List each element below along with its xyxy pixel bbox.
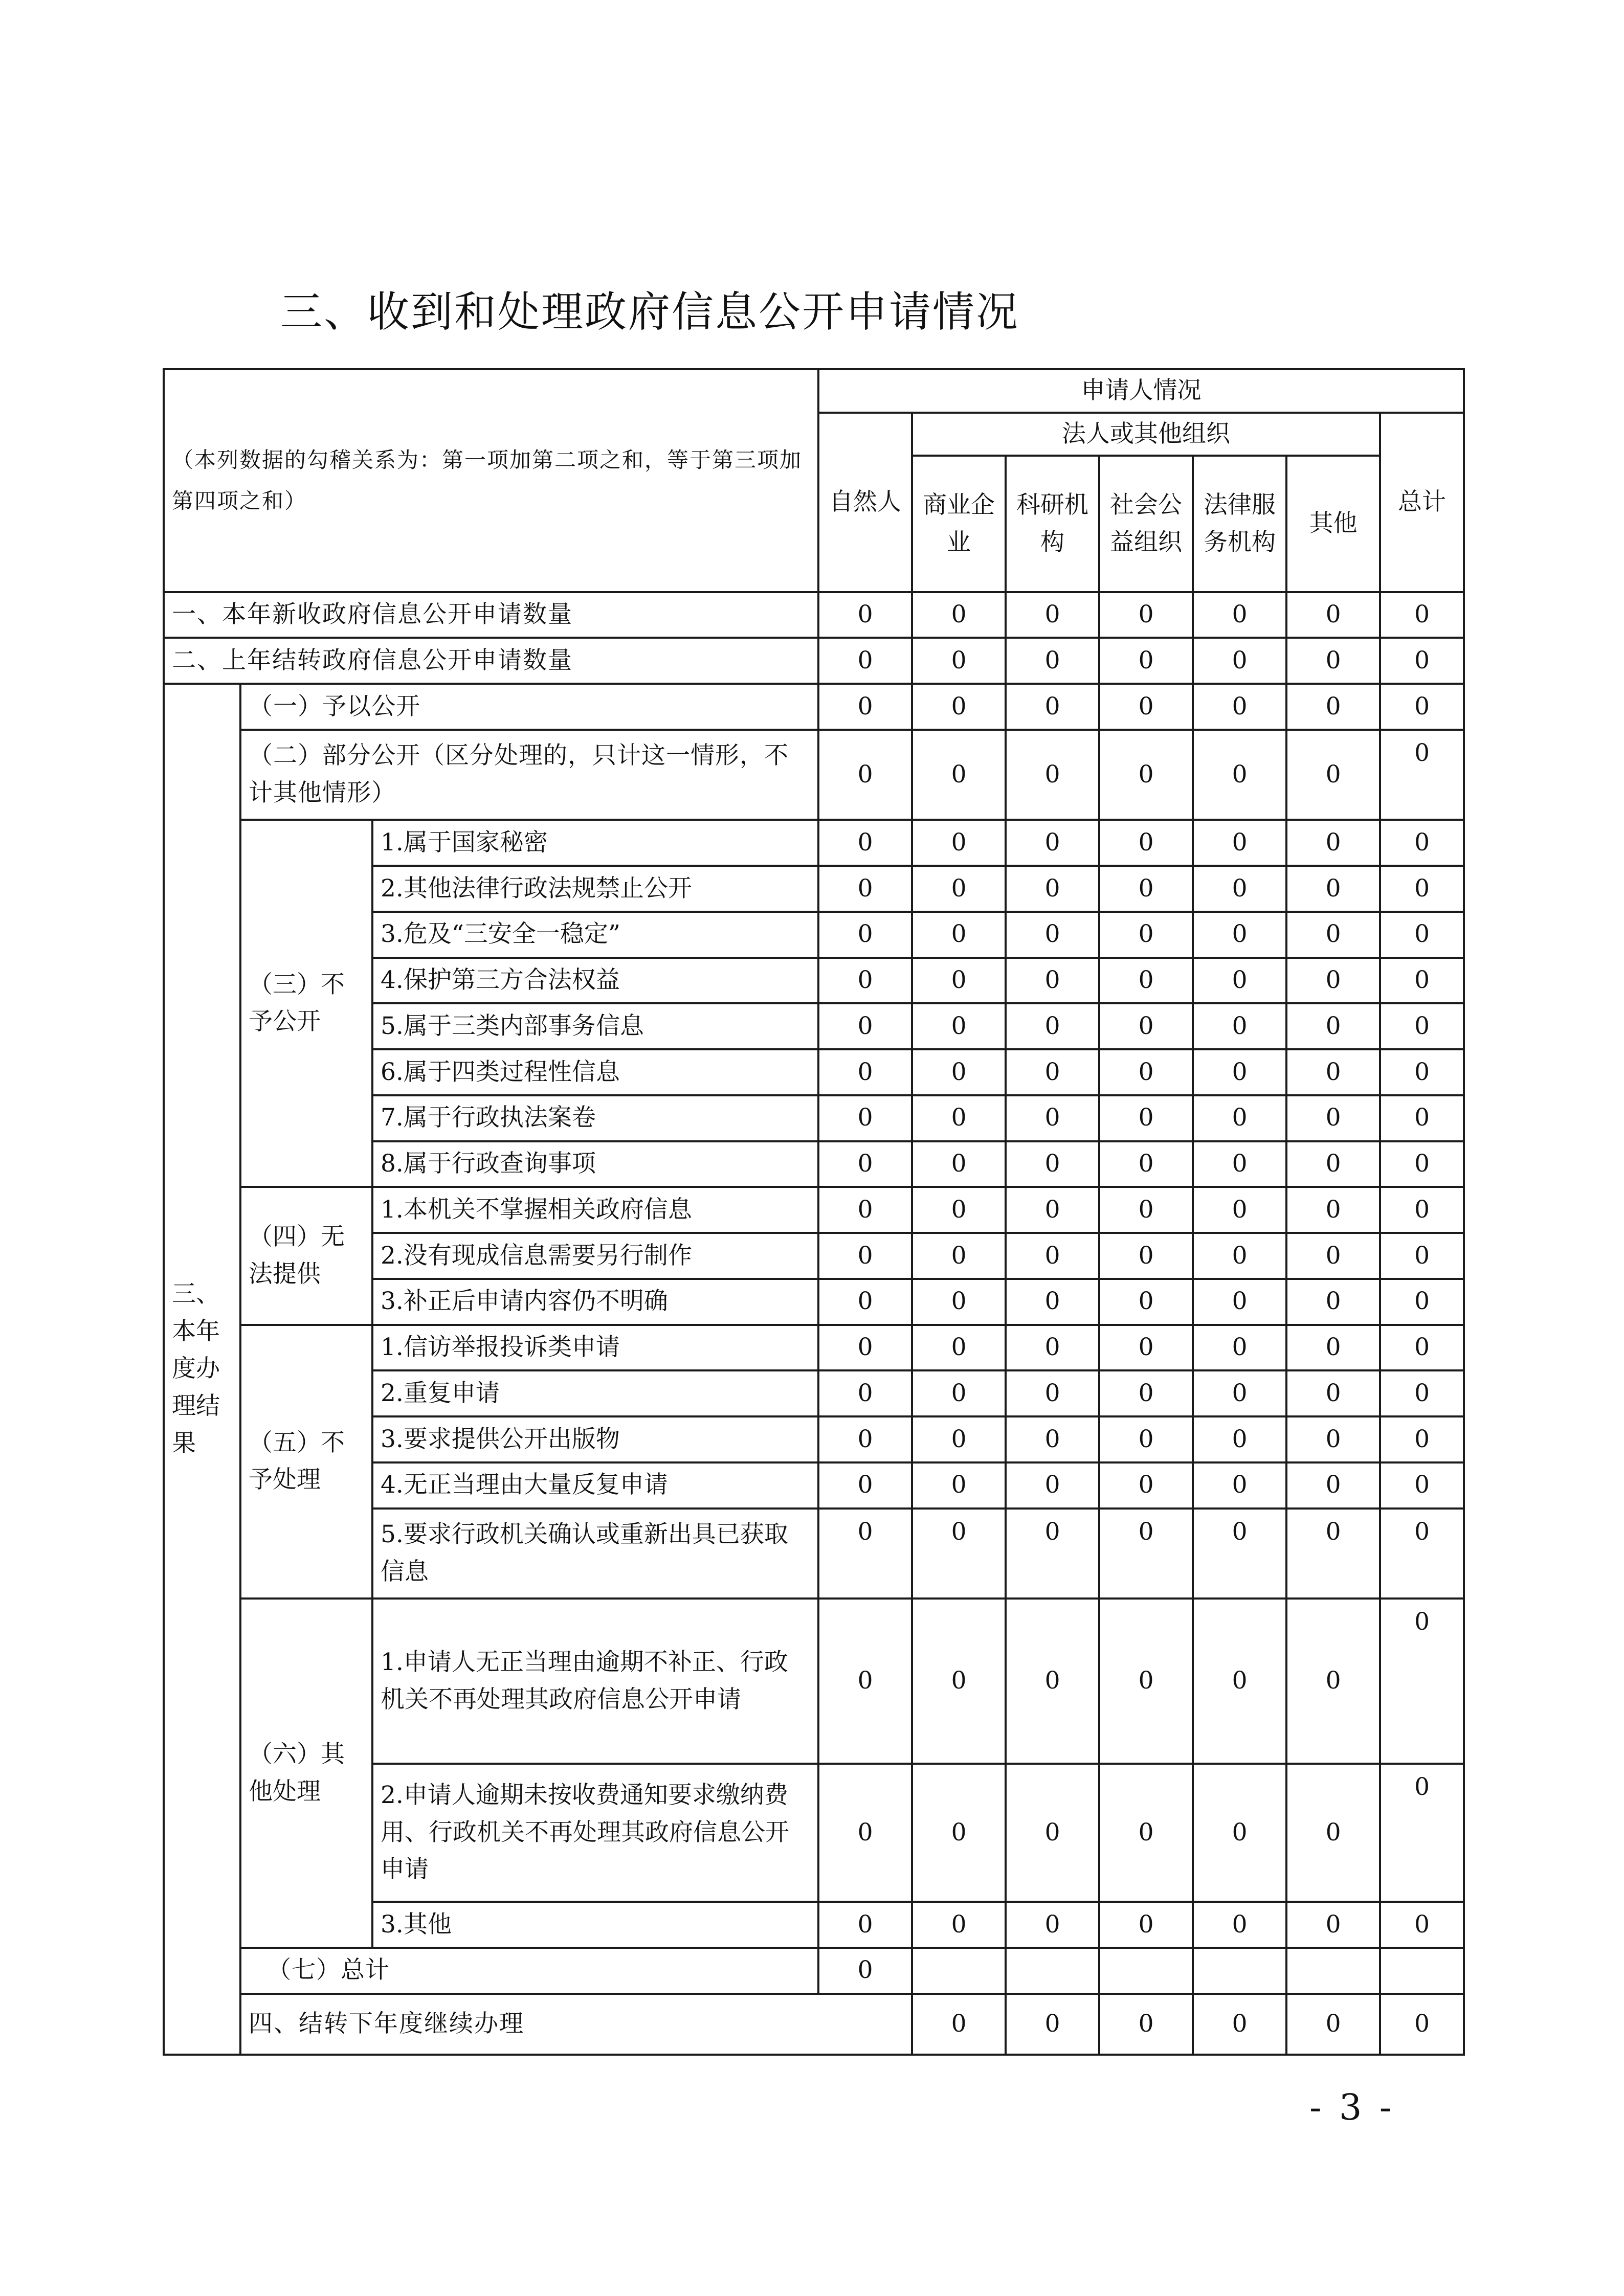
- cell-value: 0: [912, 1325, 1006, 1371]
- cell-value: 0: [1286, 958, 1380, 1004]
- cell-value: 0: [1099, 730, 1193, 820]
- row-label: 5.要求行政机关确认或重新出具已获取信息: [372, 1509, 818, 1599]
- cell-value: 0: [818, 1948, 912, 1994]
- cell-value: 0: [912, 1049, 1006, 1095]
- cell-value: 0: [818, 1416, 912, 1462]
- cell-value: 0: [1006, 1141, 1099, 1187]
- cell-value: 0: [1286, 1416, 1380, 1462]
- cell-value: 0: [912, 1279, 1006, 1325]
- cell-empty: [1099, 1948, 1193, 1994]
- cell-value: 0: [1099, 1279, 1193, 1325]
- table-note: （本列数据的勾稽关系为：第一项加第二项之和，等于第三项加第四项之和）: [164, 369, 818, 592]
- cell-value: 0: [1380, 1233, 1464, 1279]
- cell-value: 0: [1380, 958, 1464, 1004]
- cell-value: 0: [912, 1902, 1006, 1948]
- row-label: 8.属于行政查询事项: [372, 1141, 818, 1187]
- cell-value: 0: [1380, 912, 1464, 958]
- cell-value: 0: [1099, 1233, 1193, 1279]
- row-label: （二）部分公开（区分处理的，只计这一情形，不计其他情形）: [240, 730, 818, 820]
- cell-value: 0: [1286, 820, 1380, 866]
- cell-value: 0: [1099, 1003, 1193, 1049]
- cell-value: 0: [1006, 958, 1099, 1004]
- cell-value: 0: [1286, 1370, 1380, 1416]
- cell-value: 0: [818, 592, 912, 638]
- cell-value: 0: [1006, 1003, 1099, 1049]
- cell-value: 0: [1193, 638, 1286, 684]
- cell-value: 0: [1286, 1509, 1380, 1599]
- cell-value: 0: [1380, 1141, 1464, 1187]
- cell-value: 0: [1099, 1187, 1193, 1233]
- cell-value: 0: [1193, 820, 1286, 866]
- cell-value: 0: [1006, 684, 1099, 730]
- row-label: 4.保护第三方合法权益: [372, 958, 818, 1004]
- group-cannot-provide: （四）无法提供: [240, 1187, 372, 1324]
- cell-value: 0: [1193, 1994, 1286, 2055]
- cell-value: 0: [1380, 1325, 1464, 1371]
- cell-value: 0: [1286, 1141, 1380, 1187]
- cell-value: 0: [1099, 912, 1193, 958]
- cell-value: 0: [818, 1599, 912, 1764]
- cell-value: 0: [912, 1233, 1006, 1279]
- cell-value: 0: [1193, 1416, 1286, 1462]
- cell-value: 0: [1193, 1233, 1286, 1279]
- cell-value: 0: [912, 1095, 1006, 1141]
- cell-value: 0: [818, 730, 912, 820]
- cell-value: 0: [1286, 1764, 1380, 1902]
- cell-value: 0: [1099, 958, 1193, 1004]
- cell-value: 0: [1286, 1187, 1380, 1233]
- cell-value: 0: [818, 1049, 912, 1095]
- cell-value: 0: [818, 1764, 912, 1902]
- cell-value: 0: [1006, 638, 1099, 684]
- cell-value: 0: [1193, 1141, 1286, 1187]
- row-label: 3.危及“三安全一稳定”: [372, 912, 818, 958]
- row-label: 1.本机关不掌握相关政府信息: [372, 1187, 818, 1233]
- cell-value: 0: [818, 1003, 912, 1049]
- cell-value: 0: [1193, 958, 1286, 1004]
- header-total: 总计: [1380, 413, 1464, 592]
- row-label: 2.没有现成信息需要另行制作: [372, 1233, 818, 1279]
- cell-value: 0: [818, 1902, 912, 1948]
- cell-value: 0: [1006, 730, 1099, 820]
- cell-value: 0: [1380, 1416, 1464, 1462]
- row-label: 2.其他法律行政法规禁止公开: [372, 866, 818, 912]
- row-label: 四、结转下年度继续办理: [240, 1994, 912, 2055]
- cell-value: 0: [1286, 1003, 1380, 1049]
- cell-value: 0: [1099, 1902, 1193, 1948]
- group-other-processing: （六）其他处理: [240, 1599, 372, 1948]
- cell-value: 0: [1380, 1003, 1464, 1049]
- row-label: 4.无正当理由大量反复申请: [372, 1462, 818, 1509]
- cell-value: 0: [1006, 1902, 1099, 1948]
- cell-value: 0: [912, 592, 1006, 638]
- cell-value: 0: [912, 684, 1006, 730]
- group-not-disclosed: （三）不予公开: [240, 820, 372, 1187]
- cell-value: 0: [1193, 1764, 1286, 1902]
- cell-value: 0: [912, 1370, 1006, 1416]
- cell-value: 0: [912, 1141, 1006, 1187]
- cell-value: 0: [1006, 1325, 1099, 1371]
- cell-value: 0: [1380, 1279, 1464, 1325]
- cell-value: 0: [912, 1764, 1006, 1902]
- cell-value: 0: [1006, 820, 1099, 866]
- cell-value: 0: [912, 1462, 1006, 1509]
- cell-value: 0: [1286, 1902, 1380, 1948]
- table-row: [164, 684, 1464, 730]
- cell-value: 0: [1006, 1764, 1099, 1902]
- cell-value: 0: [1380, 1370, 1464, 1416]
- cell-value: 0: [818, 1325, 912, 1371]
- cell-value: 0: [1380, 1509, 1464, 1599]
- row-label: 1.申请人无正当理由逾期不补正、行政机关不再处理其政府信息公开申请: [372, 1599, 818, 1764]
- table-row: [164, 1599, 1464, 1764]
- cell-value: 0: [818, 958, 912, 1004]
- page-title: 三、收到和处理政府信息公开申请情况: [280, 288, 1020, 336]
- table-row: [164, 1187, 1464, 1233]
- cell-value: 0: [1006, 1994, 1099, 2055]
- cell-value: 0: [1006, 592, 1099, 638]
- table-row: [164, 1948, 1464, 1994]
- cell-value: 0: [1286, 1462, 1380, 1509]
- cell-value: 0: [1380, 1049, 1464, 1095]
- cell-value: 0: [1380, 684, 1464, 730]
- cell-value: 0: [1380, 866, 1464, 912]
- cell-value: 0: [1006, 1187, 1099, 1233]
- cell-value: 0: [818, 1095, 912, 1141]
- cell-value: 0: [1380, 1764, 1464, 1902]
- cell-value: 0: [1099, 1370, 1193, 1416]
- cell-value: 0: [912, 1599, 1006, 1764]
- cell-value: 0: [1099, 1994, 1193, 2055]
- row-label: 2.申请人逾期未按收费通知要求缴纳费用、行政机关不再处理其政府信息公开申请: [372, 1764, 818, 1902]
- cell-value: 0: [1099, 866, 1193, 912]
- cell-value: 0: [818, 1187, 912, 1233]
- cell-value: 0: [818, 1279, 912, 1325]
- table-row: [164, 820, 1464, 866]
- cell-value: 0: [818, 1141, 912, 1187]
- cell-value: 0: [912, 1416, 1006, 1462]
- cell-value: 0: [1286, 1095, 1380, 1141]
- cell-value: 0: [1193, 1325, 1286, 1371]
- cell-value: 0: [1006, 1599, 1099, 1764]
- cell-empty: [912, 1948, 1006, 1994]
- cell-empty: [1193, 1948, 1286, 1994]
- row-label: 6.属于四类过程性信息: [372, 1049, 818, 1095]
- row-label: 一、本年新收政府信息公开申请数量: [164, 592, 818, 638]
- cell-value: 0: [912, 1509, 1006, 1599]
- section-three-label: 三、本年度办理结果: [164, 684, 240, 2055]
- row-label: 3.要求提供公开出版物: [372, 1416, 818, 1462]
- cell-value: 0: [818, 1233, 912, 1279]
- cell-value: 0: [818, 1370, 912, 1416]
- header-business: 商业企业: [912, 456, 1006, 592]
- cell-value: 0: [1286, 1049, 1380, 1095]
- cell-value: 0: [1286, 638, 1380, 684]
- cell-value: 0: [1286, 1599, 1380, 1764]
- group-not-processed: （五）不予处理: [240, 1325, 372, 1599]
- cell-empty: [1006, 1948, 1099, 1994]
- cell-value: 0: [1193, 1279, 1286, 1325]
- row-label: （一）予以公开: [240, 684, 818, 730]
- cell-value: 0: [1099, 1049, 1193, 1095]
- table-row: [164, 730, 1464, 820]
- cell-value: 0: [1006, 1462, 1099, 1509]
- cell-value: 0: [818, 820, 912, 866]
- cell-value: 0: [1006, 1049, 1099, 1095]
- cell-value: 0: [912, 638, 1006, 684]
- cell-value: 0: [1099, 1764, 1193, 1902]
- cell-value: 0: [912, 730, 1006, 820]
- row-label: 7.属于行政执法案卷: [372, 1095, 818, 1141]
- cell-value: 0: [1006, 1416, 1099, 1462]
- row-label: 1.信访举报投诉类申请: [372, 1325, 818, 1371]
- cell-value: 0: [1193, 1902, 1286, 1948]
- cell-value: 0: [1286, 912, 1380, 958]
- cell-value: 0: [1286, 1279, 1380, 1325]
- cell-value: 0: [1380, 1902, 1464, 1948]
- cell-value: 0: [1193, 912, 1286, 958]
- row-label: 2.重复申请: [372, 1370, 818, 1416]
- cell-value: 0: [912, 1994, 1006, 2055]
- cell-value: 0: [1193, 684, 1286, 730]
- cell-value: 0: [1193, 1187, 1286, 1233]
- cell-value: 0: [1099, 1141, 1193, 1187]
- cell-value: 0: [1099, 592, 1193, 638]
- cell-value: 0: [1286, 1233, 1380, 1279]
- application-table: [163, 368, 1465, 2056]
- header-applicant: 申请人情况: [818, 369, 1464, 413]
- cell-value: 0: [1286, 730, 1380, 820]
- header-other: 其他: [1286, 456, 1380, 592]
- table-row: [164, 592, 1464, 638]
- cell-value: 0: [1006, 1370, 1099, 1416]
- cell-value: 0: [1099, 1416, 1193, 1462]
- cell-value: 0: [1006, 1095, 1099, 1141]
- cell-value: 0: [1099, 820, 1193, 866]
- cell-value: 0: [1099, 1325, 1193, 1371]
- page-number: - 3 -: [1309, 2086, 1395, 2128]
- cell-value: 0: [912, 1003, 1006, 1049]
- row-label: 1.属于国家秘密: [372, 820, 818, 866]
- cell-value: 0: [1286, 1325, 1380, 1371]
- cell-value: 0: [1380, 1187, 1464, 1233]
- cell-value: 0: [1193, 1509, 1286, 1599]
- cell-value: 0: [1286, 1994, 1380, 2055]
- cell-value: 0: [1193, 1049, 1286, 1095]
- cell-value: 0: [1380, 592, 1464, 638]
- cell-value: 0: [1006, 1509, 1099, 1599]
- header-natural-person: 自然人: [818, 413, 912, 592]
- cell-value: 0: [1380, 1462, 1464, 1509]
- cell-value: 0: [1193, 1599, 1286, 1764]
- cell-value: 0: [1193, 730, 1286, 820]
- cell-value: 0: [1099, 1095, 1193, 1141]
- cell-value: 0: [1193, 592, 1286, 638]
- cell-value: 0: [1006, 866, 1099, 912]
- cell-value: 0: [1380, 1599, 1464, 1764]
- cell-value: 0: [1006, 1233, 1099, 1279]
- cell-value: 0: [1006, 912, 1099, 958]
- header-research: 科研机构: [1006, 456, 1099, 592]
- table-row: [164, 1325, 1464, 1371]
- cell-value: 0: [1099, 638, 1193, 684]
- cell-value: 0: [1380, 1994, 1464, 2055]
- cell-value: 0: [912, 820, 1006, 866]
- cell-value: 0: [1380, 1095, 1464, 1141]
- cell-value: 0: [1099, 684, 1193, 730]
- cell-value: 0: [1380, 638, 1464, 684]
- header-social: 社会公益组织: [1099, 456, 1193, 592]
- cell-value: 0: [1193, 1003, 1286, 1049]
- header-legal-group: 法人或其他组织: [912, 413, 1380, 456]
- cell-value: 0: [1193, 1370, 1286, 1416]
- cell-value: 0: [1006, 1279, 1099, 1325]
- header-legal: 法律服务机构: [1193, 456, 1286, 592]
- cell-value: 0: [818, 866, 912, 912]
- cell-value: 0: [912, 866, 1006, 912]
- cell-value: 0: [818, 912, 912, 958]
- row-label: （七）总计: [240, 1948, 818, 1994]
- cell-value: 0: [1286, 592, 1380, 638]
- cell-empty: [1380, 1948, 1464, 1994]
- row-label: 3.补正后申请内容仍不明确: [372, 1279, 818, 1325]
- cell-value: 0: [912, 1187, 1006, 1233]
- cell-value: 0: [818, 1509, 912, 1599]
- cell-value: 0: [818, 638, 912, 684]
- cell-value: 0: [818, 684, 912, 730]
- cell-value: 0: [1099, 1509, 1193, 1599]
- cell-value: 0: [1099, 1462, 1193, 1509]
- table-row: [164, 638, 1464, 684]
- cell-value: 0: [1193, 866, 1286, 912]
- cell-empty: [1286, 1948, 1380, 1994]
- cell-value: 0: [1099, 1599, 1193, 1764]
- cell-value: 0: [1380, 730, 1464, 820]
- table-row: [164, 1994, 1464, 2055]
- cell-value: 0: [1380, 820, 1464, 866]
- cell-value: 0: [912, 958, 1006, 1004]
- cell-value: 0: [1193, 1462, 1286, 1509]
- row-label: 5.属于三类内部事务信息: [372, 1003, 818, 1049]
- cell-value: 0: [912, 912, 1006, 958]
- cell-value: 0: [1193, 1095, 1286, 1141]
- cell-value: 0: [1286, 684, 1380, 730]
- cell-value: 0: [818, 1462, 912, 1509]
- row-label: 二、上年结转政府信息公开申请数量: [164, 638, 818, 684]
- cell-value: 0: [1286, 866, 1380, 912]
- row-label: 3.其他: [372, 1902, 818, 1948]
